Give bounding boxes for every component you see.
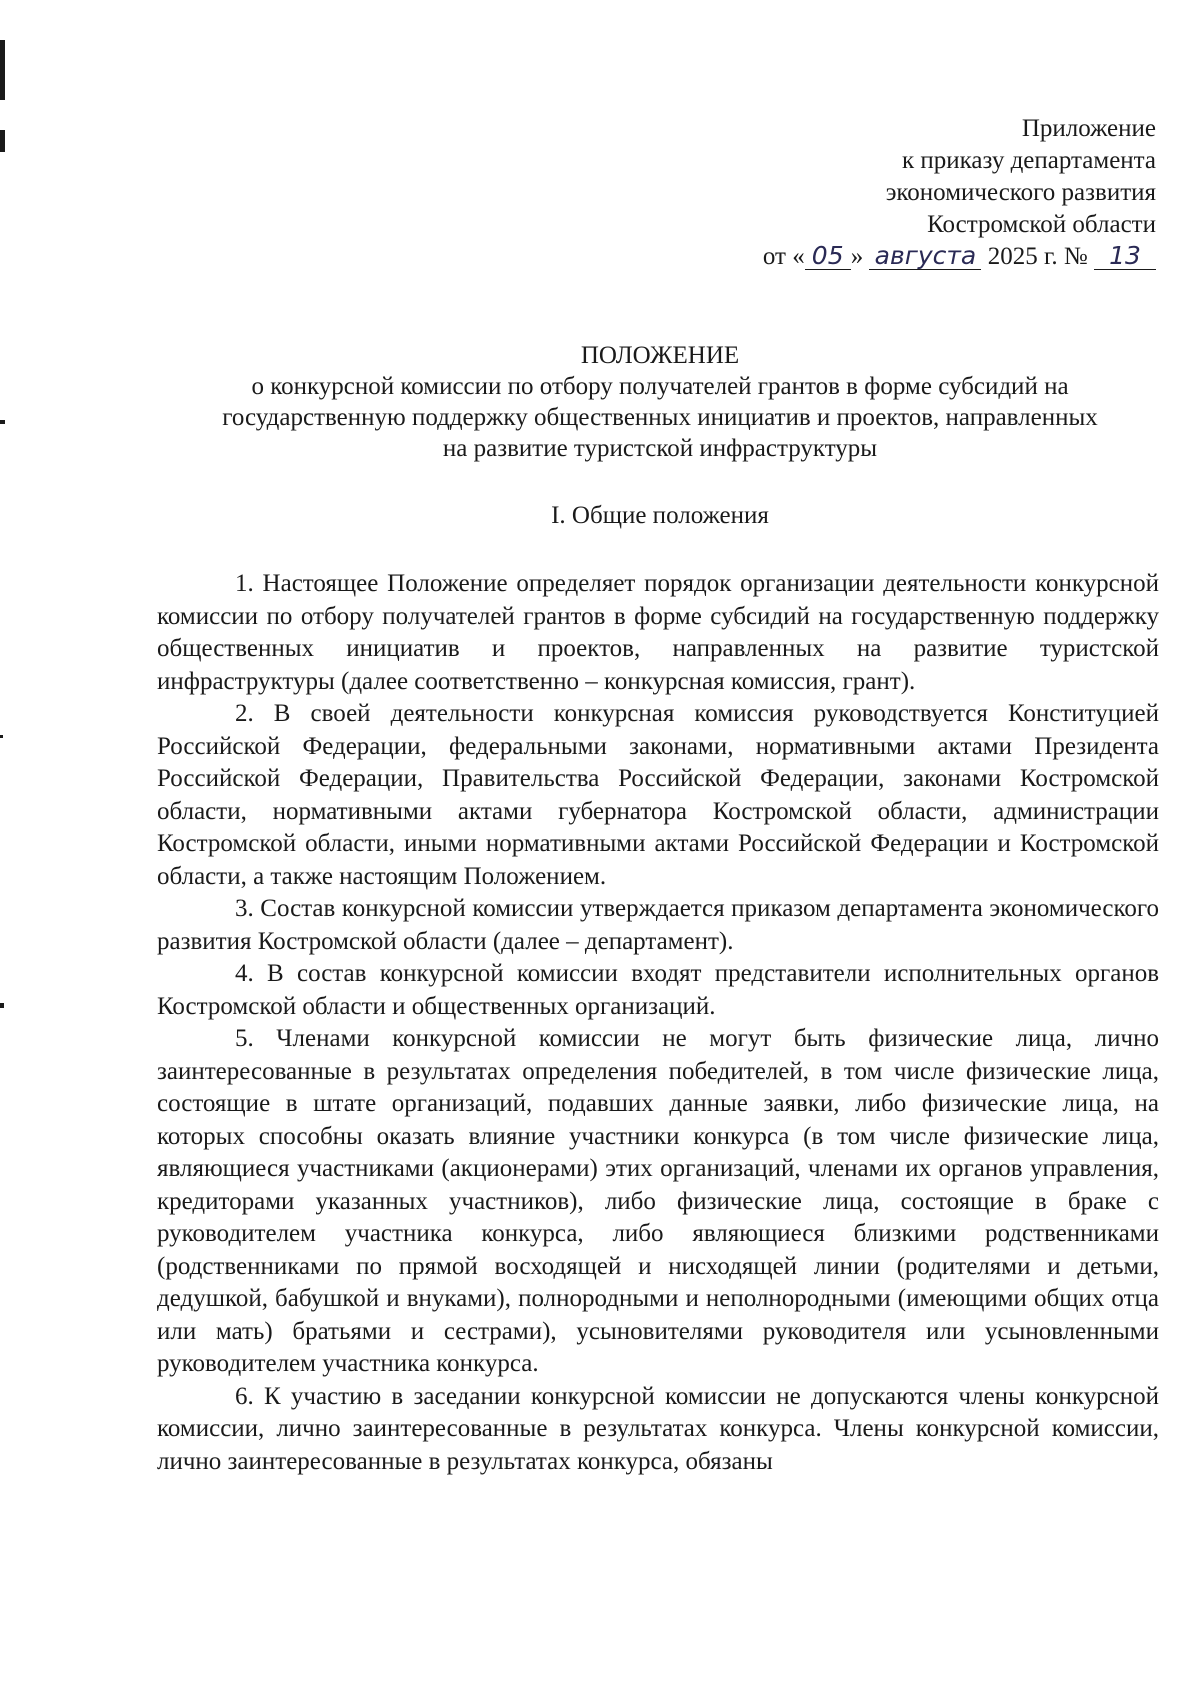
scan-edge-mark <box>0 420 5 424</box>
date-year: 2025 г. № <box>987 243 1088 270</box>
paragraph: 3. Состав конкурсной комиссии утверждается приказом департамента экономического развития Костромской области (далее – департамент). <box>157 895 1159 955</box>
scan-edge-mark <box>0 130 5 152</box>
handwritten-order-number: 13 <box>1094 243 1156 270</box>
document-body <box>157 568 1159 1478</box>
scan-edge-mark <box>0 1003 4 1008</box>
date-prefix: от « <box>762 243 805 270</box>
paragraph: 5. Членами конкурсной комиссии не могут быть физические лица, лично заинтересованные в результатах определения победителей, в том числе физические лица, состоящие в штате организаций, подавших данные заявки, либо физические лица, на которых способны оказать влияние участники конкурса (в том числе физические лица, являющиеся участниками (акционерами) этих организаций, членами их органов управления, кредиторами указанных участников), либо физические лица, состоящие в браке с руководителем участника конкурса, либо являющиеся близкими родственниками (родственниками по прямой восходящей и нисходящей линии (родителями и детьми, дедушкой, бабушкой и внуками), полнородными и неполнородными (имеющими общих отца или мать) братьями и сестрами), усыновителями руководителя или усыновленными руководителем участника конкурса. <box>157 1025 1159 1377</box>
appendix-line: к приказу департамента <box>901 147 1156 174</box>
scan-edge-mark <box>0 735 3 738</box>
document-title <box>135 340 1185 464</box>
section-heading: I. Общие положения <box>551 502 769 529</box>
date-quote: » <box>850 243 864 270</box>
scan-edge-mark <box>0 40 5 100</box>
order-date-line <box>763 241 1156 273</box>
appendix-line: Приложение <box>1021 115 1156 142</box>
title-line: государственную поддержку общественных инициатив и проектов, направленных <box>222 404 1098 431</box>
handwritten-day: 05 <box>805 243 851 270</box>
paragraph: 1. Настоящее Положение определяет порядок организации деятельности конкурсной комиссии по отбору получателей грантов в форме субсидий на государственную поддержку общественных инициатив и проектов, направленных на развитие туристской инфраструктуры (далее соответственно – конкурсная комиссия, грант). <box>157 570 1159 695</box>
appendix-block <box>763 113 1156 273</box>
title-heading: ПОЛОЖЕНИЕ <box>580 342 740 369</box>
title-line: о конкурсной комиссии по отбору получателей грантов в форме субсидий на <box>251 373 1069 400</box>
paragraph: 4. В состав конкурсной комиссии входят представители исполнительных органов Костромской области и общественных организаций. <box>157 960 1159 1020</box>
handwritten-month: августа <box>869 243 981 270</box>
appendix-line: экономического развития <box>885 179 1156 206</box>
appendix-line: Костромской области <box>927 211 1156 238</box>
paragraph: 2. В своей деятельности конкурсная комиссия руководствуется Конституцией Российской Федерации, федеральными законами, нормативными актами Президента Российской Федерации, Правительства Российской Федерации, законами Костромской области, нормативными актами губернатора Костромской области, администрации Костромской области, иными нормативными актами Российской Федерации и Костромской области, а также настоящим Положением. <box>157 700 1159 890</box>
title-line: на развитие туристской инфраструктуры <box>442 435 878 462</box>
paragraph: 6. К участию в заседании конкурсной комиссии не допускаются члены конкурсной комиссии, лично заинтересованные в результатах конкурса. Члены конкурсной комиссии, лично заинтересованные в результатах конкурса, обязаны <box>157 1382 1159 1475</box>
